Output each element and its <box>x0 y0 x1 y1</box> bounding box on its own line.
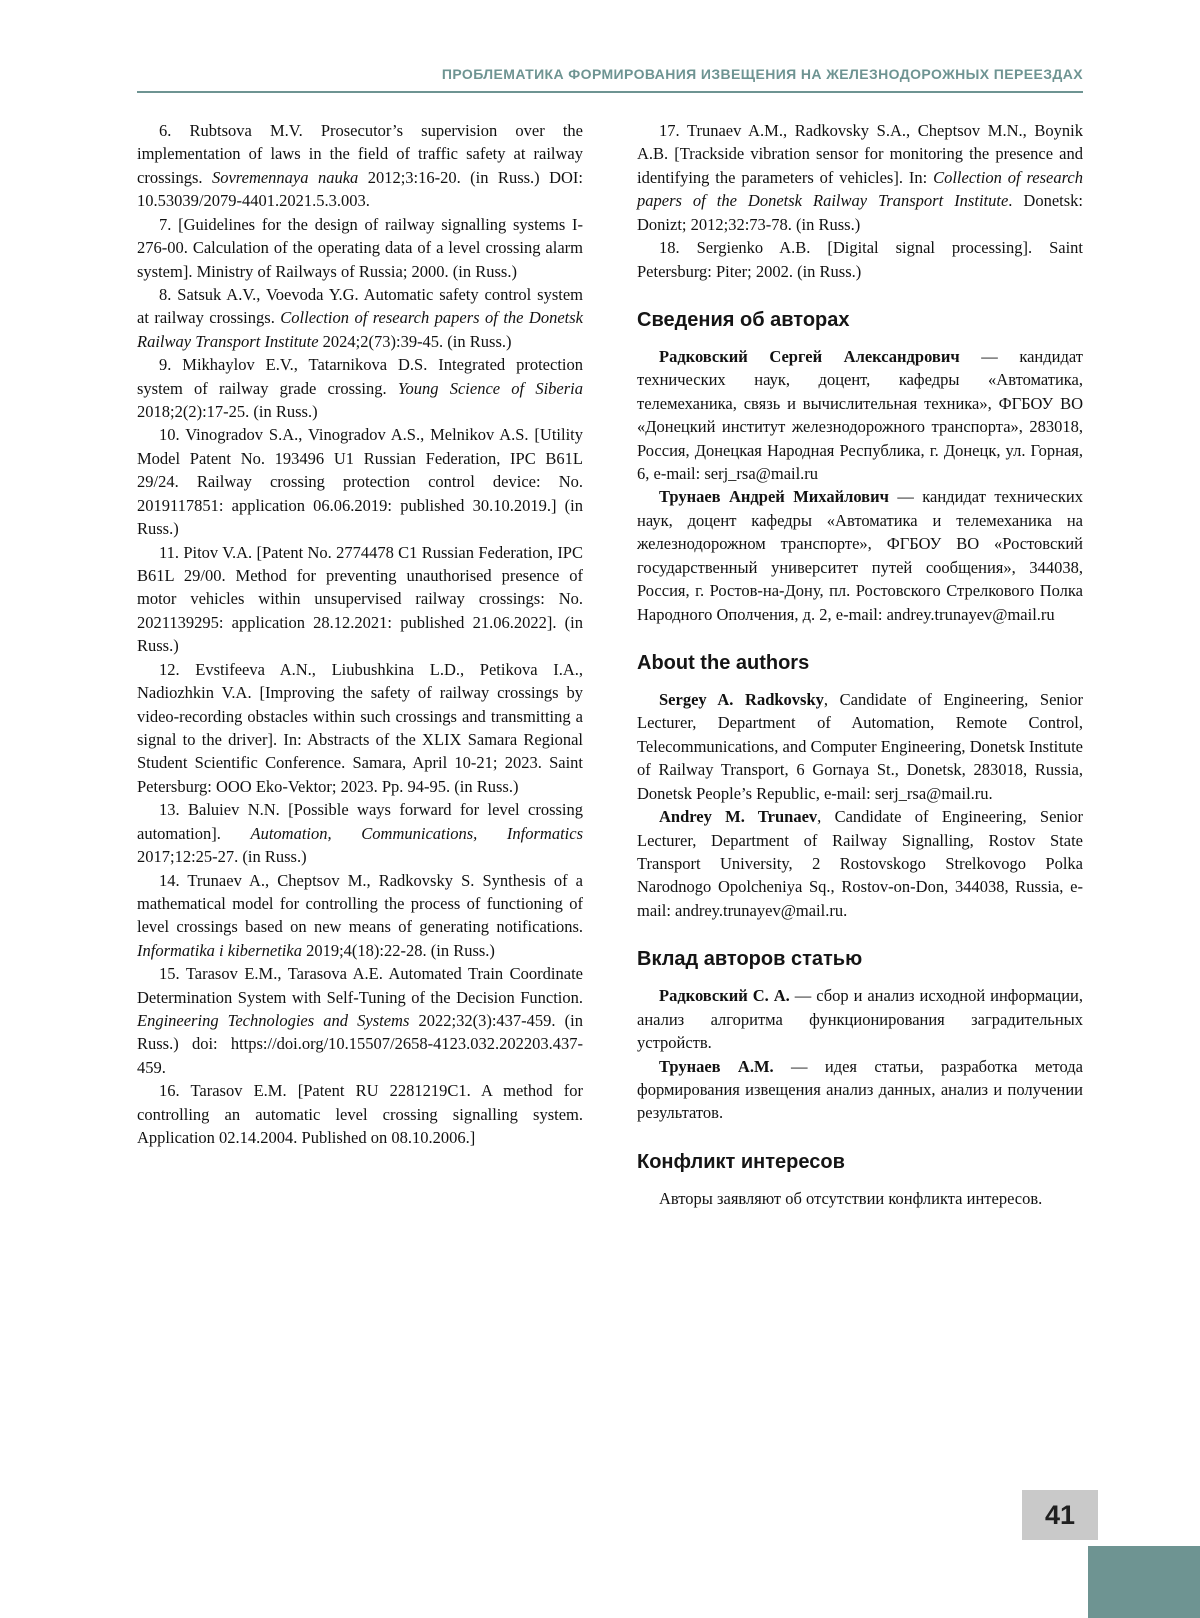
reference-item: 13. Baluiev N.N. [Possible ways forward for level crossing automation]. Automation, Communications, Informatics 2017;12:25-27. (in Russ.) <box>137 800 583 867</box>
reference-item: 11. Pitov V.A. [Patent No. 2774478 C1 Russian Federation, IPC B61L 29/00. Method for preventing unauthorised presence of motor vehicles within unsupervised railway crossings: No. 2021139295: application 28.12.2021: published 21.06.2022]. (in Russ.) <box>137 542 583 656</box>
corner-accent-bar <box>1088 1546 1200 1618</box>
running-title: ПРОБЛЕМАТИКА ФОРМИРОВАНИЯ ИЗВЕЩЕНИЯ НА ЖЕЛЕЗНОДОРОЖНЫХ ПЕРЕЕЗДАХ <box>441 66 1083 82</box>
paragraph: Andrey M. Trunaev, Candidate of Engineering, Senior Lecturer, Department of Railway Signalling, Rostov State Transport University, 2 Rostovskogo Strelkovogo Polka Narodnogo Opolcheniya Sq., Rostov-on-Don, 344038, Russia, e-mail: andrey.trunayev@mail.ru. <box>637 807 1083 920</box>
section-heading: About the authors <box>637 652 810 675</box>
reference-item: 8. Satsuk A.V., Voevoda Y.G. Automatic safety control system at railway crossings. Collection of research papers of the Donetsk Railway Transport Institute 2024;2(73):39-45. (in Russ.) <box>137 284 583 351</box>
reference-item: 18. Sergienko A.B. [Digital signal processing]. Saint Petersburg: Piter; 2002. (in Russ.) <box>637 238 1083 281</box>
reference-item: 17. Trunaev A.M., Radkovsky S.A., Cheptsov M.N., Boynik A.B. [Trackside vibration sensor for monitoring the presence and identifying the parameters of vehicles]. In: Collection of research papers of the Donetsk Railway Transport Institute. Donetsk: Donizt; 2012;32:73-78. (in Russ.) <box>637 121 1083 234</box>
page-number: 41 <box>1044 1499 1076 1530</box>
left-column <box>137 119 583 1210</box>
reference-item: 10. Vinogradov S.A., Vinogradov A.S., Melnikov A.S. [Utility Model Patent No. 193496 U1 Russian Federation, IPC B61L 29/24. Railway crossing protection control device: No. 2019117851: application 06.06.2019: published 30.10.2019.] (in Russ.) <box>137 425 583 539</box>
paragraph: Трунаев Андрей Михайлович — кандидат технических наук, доцент кафедры «Автоматика и телемеханика на железнодорожном транспорте», ФГБОУ ВО «Ростовский государственный университет путей сообщения», 344038, Россия, г. Ростов-на-Дону, пл. Ростовского Стрелкового Полка Народного Ополчения, д. 2, e-mail: andrey.trunayev@mail.ru <box>637 487 1084 624</box>
reference-item: 9. Mikhaylov E.V., Tatarnikova D.S. Integrated protection system of railway grade crossing. Young Science of Siberia 2018;2(2):17-25. (in Russ.) <box>137 355 583 422</box>
paragraph: Sergey A. Radkovsky, Candidate of Engineering, Senior Lecturer, Department of Automation, Remote Control, Telecommunications, and Computer Engineering, Donetsk Institute of Railway Transport, 6 Gornaya St., Donetsk, 283018, Russia, Donetsk People’s Republic, e-mail: serj_rsa@mail.ru. <box>637 690 1083 803</box>
reference-item: 6. Rubtsova M.V. Prosecutor’s supervision over the implementation of laws in the field of traffic safety at railway crossings. Sovremennaya nauka 2012;3:16-20. (in Russ.) DOI: 10.53039/2079-4401.2021.5.3.003. <box>137 121 583 211</box>
paragraph: Авторы заявляют об отсутствии конфликта интересов. <box>659 1188 1043 1208</box>
section-heading: Вклад авторов статью <box>637 948 863 971</box>
reference-item: 14. Trunaev A., Cheptsov M., Radkovsky S. Synthesis of a mathematical model for controlling the process of functioning of level crossings based on new means of generating notifications. Informatika i kibernetika 2019;4(18):22-28. (in Russ.) <box>137 870 583 960</box>
reference-item: 15. Tarasov E.M., Tarasova A.E. Automated Train Coordinate Determination System with Self-Tuning of the Decision Function. Engineering Technologies and Systems 2022;32(3):437-459. (in Russ.) doi: https://doi.org/10.15507/2658-4123.032.202203.437-459. <box>137 964 584 1077</box>
two-column-content <box>137 119 1083 1210</box>
reference-item: 16. Tarasov E.M. [Patent RU 2281219C1. A method for controlling an automatic level crossing signalling system. Application 02.14.2004. Published on 08.10.2006.] <box>137 1081 583 1148</box>
section-heading: Конфликт интересов <box>637 1150 845 1173</box>
section-heading: Сведения об авторах <box>637 308 850 331</box>
paragraph: Трунаев А.М. — идея статьи, разработка метода формирования извещения анализ данных, анализ и получении результатов. <box>637 1056 1083 1123</box>
page-header <box>137 66 1083 93</box>
reference-item: 7. [Guidelines for the design of railway signalling systems I-276-00. Calculation of the operating data of a level crossing alarm system]. Ministry of Railways of Russia; 2000. (in Russ.) <box>137 214 583 281</box>
page-number-box <box>1022 1490 1098 1540</box>
reference-item: 12. Evstifeeva A.N., Liubushkina L.D., Petikova I.A., Nadiozhkin V.A. [Improving the safety of railway crossings by video-recording obstacles within such crossings and transmitting a signal to the driver]. In: Abstracts of the XLIX Samara Regional Student Scientific Conference. Samara, April 10-21; 2023. Saint Petersburg: OOO Eko-Vektor; 2023. Pp. 94-95. (in Russ.) <box>137 659 583 796</box>
paragraph: Радковский Сергей Александрович — кандидат технических наук, доцент, кафедры «Автоматика, телемеханика, связь и вычислительная техника», ФГБОУ ВО «Донецкий институт железнодорожного транспорта», 283018, Россия, Донецкая Народная Республика, г. Донецк, ул. Горная, 6, e-mail: serj_rsa@mail.ru <box>637 346 1083 484</box>
paragraph: Радковский С. А. — сбор и анализ исходной информации, анализ алгоритма функционирования заградительных устройств. <box>637 986 1083 1053</box>
header-rule <box>137 91 1083 93</box>
right-column <box>637 119 1083 1210</box>
